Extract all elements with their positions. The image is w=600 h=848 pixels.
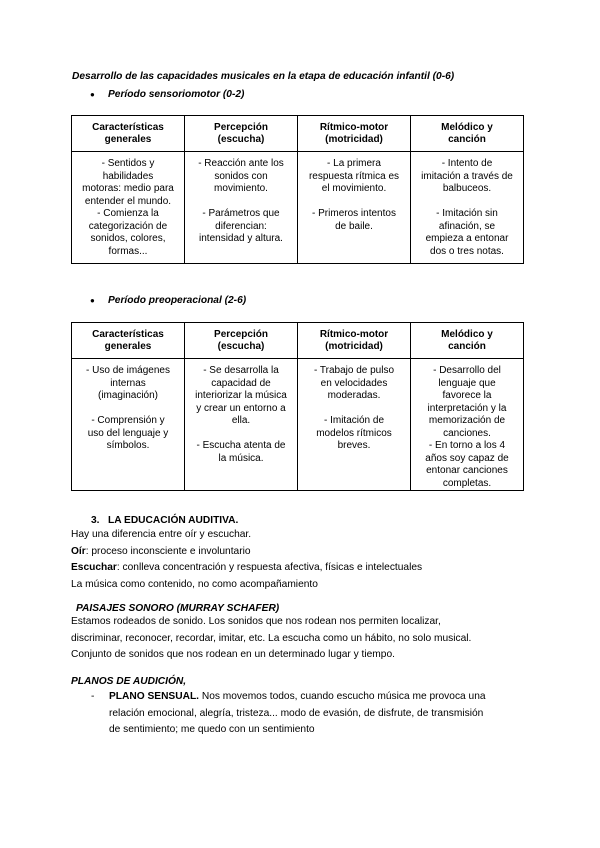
table-cell: - Reacción ante los sonidos con movimiento. - Parámetros que diferencian: intensidad y altura. bbox=[185, 152, 298, 264]
paragraph-line: La música como contenido, no como acompañamiento bbox=[71, 578, 318, 590]
table-cell: - Desarrollo del lenguaje que favorece la interpretación y la memorización de canciones. - En torno a los 4 años soy capaz de entonar canciones completas. bbox=[411, 359, 524, 491]
table-header-cell: Percepción (escucha) bbox=[185, 323, 298, 359]
table-cell: - Sentidos y habilidades motoras: medio para entender el mundo. - Comienza la categorización de sonidos, colores, formas... bbox=[72, 152, 185, 264]
table-cell: - Se desarrolla la capacidad de interiorizar la música y crear un entorno a ella. - Escucha atenta de la música. bbox=[185, 359, 298, 491]
educacion-auditiva-paragraph bbox=[71, 527, 422, 593]
paragraph-line: de sentimiento; me quedo con un sentimiento bbox=[109, 724, 315, 735]
paragraph-line: PLANO SENSUAL. Nos movemos todos, cuando escucho música me provoca una bbox=[109, 691, 486, 702]
period-sensoriomotor-bullet bbox=[90, 89, 244, 100]
paragraph-line: Estamos rodeados de sonido. Los sonidos que nos rodean nos permiten localizar, bbox=[71, 616, 441, 627]
sensoriomotor-table bbox=[71, 115, 524, 264]
table-cell: - Uso de imágenes internas (imaginación) - Comprensión y uso del lenguaje y símbolos. bbox=[72, 359, 185, 491]
table-header-cell: Melódico y canción bbox=[411, 116, 524, 152]
bullet-icon: ● bbox=[90, 296, 95, 305]
section-heading: 3. LA EDUCACIÓN AUDITIVA. bbox=[91, 515, 239, 526]
plano-sensual-item bbox=[91, 689, 531, 739]
table-cell: - La primera respuesta rítmica es el movimiento. - Primeros intentos de baile. bbox=[298, 152, 411, 264]
table-header-cell: Melódico y canción bbox=[411, 323, 524, 359]
document-title: Desarrollo de las capacidades musicales en la etapa de educación infantil (0-6) bbox=[72, 71, 455, 82]
paragraph-line: Conjunto de sonidos que nos rodean en un determinado lugar y tiempo. bbox=[71, 649, 395, 660]
table-header-cell: Características generales bbox=[72, 116, 185, 152]
paragraph-line: relación emocional, alegría, tristeza... modo de evasión, de disfrute, de transmisión bbox=[109, 707, 484, 719]
period-preoperacional-bullet bbox=[90, 295, 246, 306]
table-cell: - Trabajo de pulso en velocidades moderadas. - Imitación de modelos rítmicos breves. bbox=[298, 359, 411, 491]
paragraph-line: Oír: proceso inconsciente e involuntario bbox=[71, 545, 251, 557]
planos-heading: PLANOS DE AUDICIÓN, bbox=[71, 676, 187, 687]
bullet-icon: ● bbox=[90, 90, 95, 99]
preoperacional-table bbox=[71, 322, 524, 491]
paisajes-paragraph bbox=[71, 614, 471, 664]
table-header-cell: Percepción (escucha) bbox=[185, 116, 298, 152]
section-title: LA EDUCACIÓN AUDITIVA. bbox=[108, 515, 239, 526]
paisajes-heading: PAISAJES SONORO (MURRAY SCHAFER) bbox=[76, 603, 280, 614]
period-sensoriomotor-label: Período sensoriomotor (0-2) bbox=[108, 89, 245, 100]
paragraph-line: Hay una diferencia entre oír y escuchar. bbox=[71, 529, 252, 540]
table-cell: - Intento de imitación a través de balbuceos. - Imitación sin afinación, se empieza a entonar dos o tres notas. bbox=[411, 152, 524, 264]
table-header-cell: Características generales bbox=[72, 323, 185, 359]
period-preoperacional-label: Período preoperacional (2-6) bbox=[108, 295, 247, 306]
paragraph-line: Escuchar: conlleva concentración y respuesta afectiva, físicas e intelectuales bbox=[71, 562, 423, 573]
paragraph-line: discriminar, reconocer, recordar, imitar, etc. La escucha como un hábito, no solo musical. bbox=[71, 632, 472, 644]
table-header-cell: Rítmico-motor (motricidad) bbox=[298, 323, 411, 359]
dash-marker: - bbox=[91, 691, 95, 702]
table-header-cell: Rítmico-motor (motricidad) bbox=[298, 116, 411, 152]
